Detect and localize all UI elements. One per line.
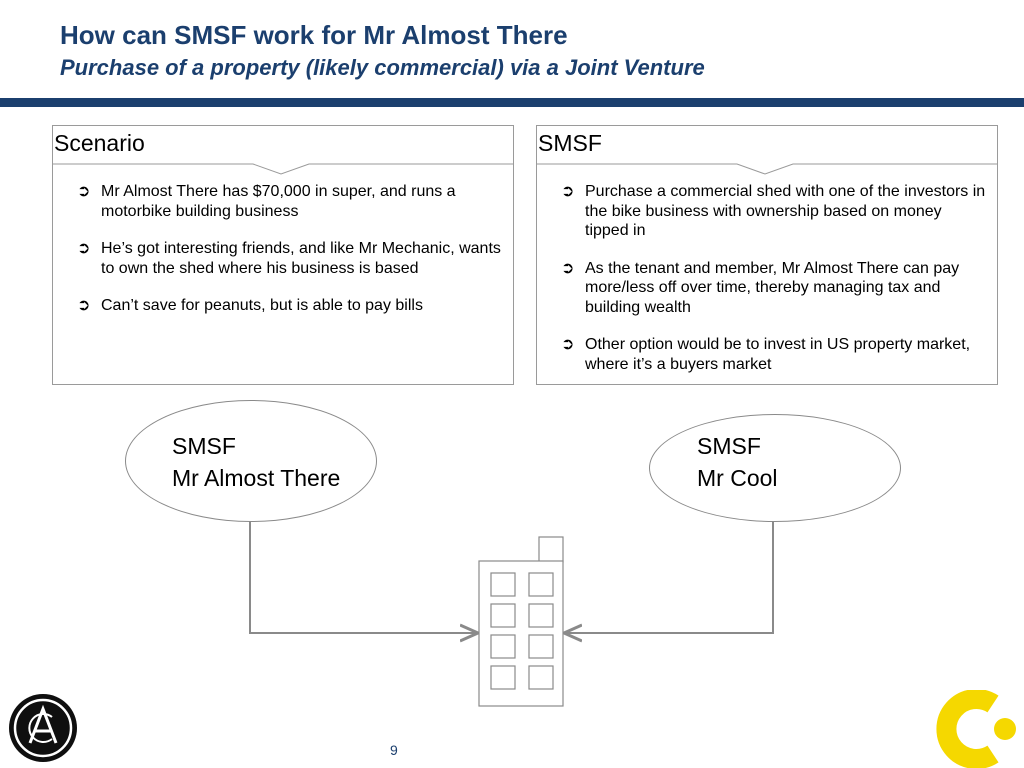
scenario-heading: Scenario (54, 130, 145, 156)
list-item: ➲ Can’t save for peanuts, but is able to pay bills (77, 297, 423, 314)
arrow-bullet-icon: ➲ (561, 183, 575, 200)
page-title: How can SMSF work for Mr Almost There (60, 20, 568, 50)
arrow-bullet-icon: ➲ (77, 183, 91, 200)
page-subtitle: Purchase of a property (likely commercial) via a Joint Venture (60, 55, 705, 80)
arrow-bullet-icon: ➲ (77, 297, 91, 314)
list-item: ➲ Purchase a commercial shed with one of the investors in the bike business with ownership based on money tipped in (561, 183, 986, 239)
right-entity-label: SMSF Mr Cool (697, 433, 778, 491)
right-connector-arrow (566, 520, 773, 633)
left-entity-label: SMSF Mr Almost There (172, 433, 341, 491)
c-dot-logo (935, 690, 1024, 768)
ca-monogram-logo (8, 693, 78, 763)
left-connector-arrow (250, 520, 476, 633)
building-icon (479, 537, 563, 706)
arrow-bullet-icon: ➲ (561, 259, 575, 277)
list-item: ➲ He’s got interesting friends, and like Mr Mechanic, wants to own the shed where his business is based (77, 240, 501, 277)
page-number: 9 (390, 742, 398, 758)
arrow-bullet-icon: ➲ (77, 240, 91, 257)
smsf-heading: SMSF (538, 130, 602, 156)
arrow-bullet-icon: ➲ (561, 336, 575, 353)
list-item: ➲ Mr Almost There has $70,000 in super, and runs a motorbike building business (77, 183, 456, 220)
list-item: ➲ Other option would be to invest in US property market, where it’s a buyers market (561, 336, 971, 373)
list-item: ➲ As the tenant and member, Mr Almost There can pay more/less off over time, thereby managing tax and building wealth (561, 259, 960, 316)
